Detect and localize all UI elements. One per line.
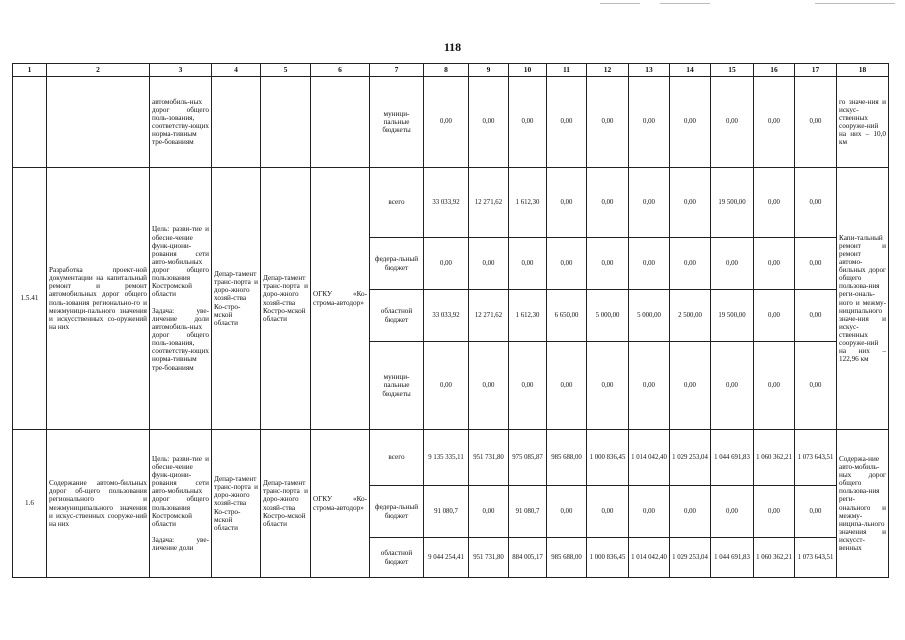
column-number: 17: [795, 64, 837, 77]
cell-value: 0,00: [670, 342, 711, 430]
column-number: 6: [311, 64, 370, 77]
cell-value: 12 271,62: [469, 290, 509, 342]
column-number: 8: [424, 64, 469, 77]
continuation-row: [13, 77, 889, 168]
cell-source: муници-пальные бюджеты: [370, 77, 424, 168]
table-row: [13, 430, 889, 486]
table-row: [13, 168, 889, 238]
cell-value: 0,00: [469, 486, 509, 538]
cell-name: Разработка проект-ной документации на капитальный ремонт и ремонт автомобильных дорог общего поль-зования регионально-го и межмуници-пального значения и искусственных со-оружений на них: [47, 168, 150, 430]
cell-value: 0,00: [424, 238, 469, 290]
scan-artifact: [600, 3, 640, 4]
cell-value: 0,00: [509, 238, 547, 290]
cell-value: 19 500,00: [711, 290, 754, 342]
column-number: 5: [261, 64, 311, 77]
cell-value: 1 000 836,45: [587, 538, 629, 578]
cell-value: 91 080,7: [509, 486, 547, 538]
column-number: 4: [212, 64, 261, 77]
column-number-row: [13, 64, 889, 77]
cell-goal: автомобиль-ных дорог общего поль-зования, соответству-ющих норма-тивным тре-бованиям: [150, 77, 212, 168]
cell-value: 91 080,7: [424, 486, 469, 538]
cell-value: 0,00: [795, 238, 837, 290]
cell-value: 0,00: [469, 342, 509, 430]
cell-value: 0,00: [509, 77, 547, 168]
cell-value: 1 073 643,51: [795, 430, 837, 486]
cell-value: 1 014 042,40: [629, 430, 670, 486]
page-number: 118: [443, 40, 462, 54]
cell-value: 0,00: [547, 77, 587, 168]
column-number: 18: [837, 64, 889, 77]
cell-value: 0,00: [629, 486, 670, 538]
cell-source: федера-льный бюджет: [370, 238, 424, 290]
cell-value: 1 029 253,04: [670, 430, 711, 486]
cell-value: 0,00: [670, 238, 711, 290]
cell-executor: [212, 77, 261, 168]
cell-value: 884 005,17: [509, 538, 547, 578]
cell-index: 1.6: [13, 430, 47, 578]
cell-result: го значе-ния и искус-ственных сооруже-ний на них – 10,0 км: [837, 77, 889, 168]
cell-value: 1 073 643,51: [795, 538, 837, 578]
cell-value: 19 500,00: [711, 168, 754, 238]
cell-value: 0,00: [547, 168, 587, 238]
column-number: 7: [370, 64, 424, 77]
column-number: 15: [711, 64, 754, 77]
cell-value: 0,00: [754, 77, 795, 168]
cell-goal: Цель: разви-тие и обесне-чение функ-циони-рования сети авто-мобильных дорог общего пользования Костромской области Задача: уве-личение доли автомобиль-ных дорог общего поль-зования, соответству-ющих норма-тивным тре-бованиям: [150, 168, 212, 430]
cell-value: 0,00: [795, 168, 837, 238]
cell-source: всего: [370, 168, 424, 238]
cell-value: 975 085,87: [509, 430, 547, 486]
cell-value: 1 029 253,04: [670, 538, 711, 578]
cell-value: 33 033,92: [424, 168, 469, 238]
cell-value: 0,00: [754, 342, 795, 430]
scan-artifact: [660, 3, 710, 4]
cell-value: 0,00: [469, 238, 509, 290]
column-number: 9: [469, 64, 509, 77]
cell-value: 0,00: [424, 342, 469, 430]
cell-value: 0,00: [587, 168, 629, 238]
cell-value: 0,00: [754, 290, 795, 342]
cell-value: 951 731,80: [469, 430, 509, 486]
cell-value: 5 000,00: [587, 290, 629, 342]
column-number: 14: [670, 64, 711, 77]
cell-value: 0,00: [629, 238, 670, 290]
cell-value: 0,00: [711, 486, 754, 538]
cell-value: 0,00: [670, 486, 711, 538]
cell-goal: Цель: разви-тие и обесне-чение функ-циони-рования сети авто-мобильных дорог общего пользования Костромской области Задача: уве-личение доли: [150, 430, 212, 578]
cell-index: 1.5.41: [13, 168, 47, 430]
cell-index: [13, 77, 47, 168]
cell-value: 0,00: [795, 77, 837, 168]
cell-value: 0,00: [587, 77, 629, 168]
cell-participant: ОГКУ «Ко-строма-автодор»: [311, 168, 370, 430]
cell-value: 1 014 042,40: [629, 538, 670, 578]
cell-value: 0,00: [587, 238, 629, 290]
cell-coexecutor: Депар-тамент транс-порта и доро-жного хозяй-ства Костро-мской области: [261, 168, 311, 430]
cell-value: 0,00: [547, 342, 587, 430]
cell-value: 951 731,80: [469, 538, 509, 578]
cell-value: 0,00: [711, 77, 754, 168]
cell-source: областной бюджет: [370, 538, 424, 578]
cell-source: областной бюджет: [370, 290, 424, 342]
column-number: 13: [629, 64, 670, 77]
cell-value: 0,00: [711, 342, 754, 430]
cell-value: 0,00: [469, 77, 509, 168]
column-number: 11: [547, 64, 587, 77]
cell-value: 985 688,00: [547, 430, 587, 486]
cell-coexecutor: Депар-тамент транс-порта и доро-жного хозяй-ства Костро-мской области: [261, 430, 311, 578]
cell-value: 1 060 362,21: [754, 430, 795, 486]
cell-participant: [311, 77, 370, 168]
cell-executor: Депар-тамент транс-порта и доро-жного хозяй-ства Ко-стро-мской области: [212, 430, 261, 578]
cell-value: 0,00: [587, 486, 629, 538]
cell-participant: ОГКУ «Ко-строма-автодор»: [311, 430, 370, 578]
cell-value: 2 500,00: [670, 290, 711, 342]
cell-value: 0,00: [754, 168, 795, 238]
cell-value: 0,00: [670, 77, 711, 168]
scan-artifact: [815, 3, 895, 4]
cell-value: 0,00: [509, 342, 547, 430]
cell-value: 12 271,62: [469, 168, 509, 238]
cell-value: 0,00: [629, 168, 670, 238]
cell-value: 0,00: [670, 168, 711, 238]
cell-result: Содержа-ние авто-мобиль-ных дорог общего пользова-ния реги-онального и межму-ниципа-льного значения и искусст-венных: [837, 430, 889, 578]
cell-value: 5 000,00: [629, 290, 670, 342]
cell-value: 0,00: [547, 486, 587, 538]
cell-coexecutor: [261, 77, 311, 168]
cell-value: 0,00: [754, 238, 795, 290]
cell-value: 0,00: [754, 486, 795, 538]
column-number: 12: [587, 64, 629, 77]
cell-value: 0,00: [547, 238, 587, 290]
cell-value: 0,00: [795, 342, 837, 430]
cell-value: 1 612,30: [509, 168, 547, 238]
cell-value: 1 612,30: [509, 290, 547, 342]
cell-value: 1 060 362,21: [754, 538, 795, 578]
cell-value: 0,00: [587, 342, 629, 430]
cell-value: 0,00: [424, 77, 469, 168]
cell-value: 985 688,00: [547, 538, 587, 578]
cell-executor: Депар-тамент транс-порта и доро-жного хозяй-ства Ко-стро-мской области: [212, 168, 261, 430]
cell-value: 1 044 691,83: [711, 430, 754, 486]
cell-result: Капи-тальный ремонт и ремонт автомо-бильных дорог общего пользова-ния реги-ональ-ного и межму-ниципального значе-ния и искус-ственных сооруже-ний на них – 122,96 км: [837, 168, 889, 430]
column-number: 16: [754, 64, 795, 77]
cell-value: 0,00: [711, 238, 754, 290]
column-number: 3: [150, 64, 212, 77]
column-number: 2: [47, 64, 150, 77]
cell-source: федера-льный бюджет: [370, 486, 424, 538]
cell-value: 33 033,92: [424, 290, 469, 342]
cell-value: 0,00: [795, 290, 837, 342]
column-number: 1: [13, 64, 47, 77]
cell-source: всего: [370, 430, 424, 486]
cell-value: 0,00: [629, 77, 670, 168]
cell-name: Содержание автомо-бильных дорог об-щего пользования регионального и межмуниципального значения и искус-ственных сооруже-ний на них: [47, 430, 150, 578]
cell-value: 1 000 836,45: [587, 430, 629, 486]
program-table: [12, 63, 889, 578]
cell-value: 0,00: [795, 486, 837, 538]
cell-name: [47, 77, 150, 168]
cell-value: 0,00: [629, 342, 670, 430]
cell-value: 6 650,00: [547, 290, 587, 342]
column-number: 10: [509, 64, 547, 77]
cell-source: муници-пальные бюджеты: [370, 342, 424, 430]
cell-value: 9 135 335,11: [424, 430, 469, 486]
cell-value: 1 044 691,83: [711, 538, 754, 578]
cell-value: 9 044 254,41: [424, 538, 469, 578]
